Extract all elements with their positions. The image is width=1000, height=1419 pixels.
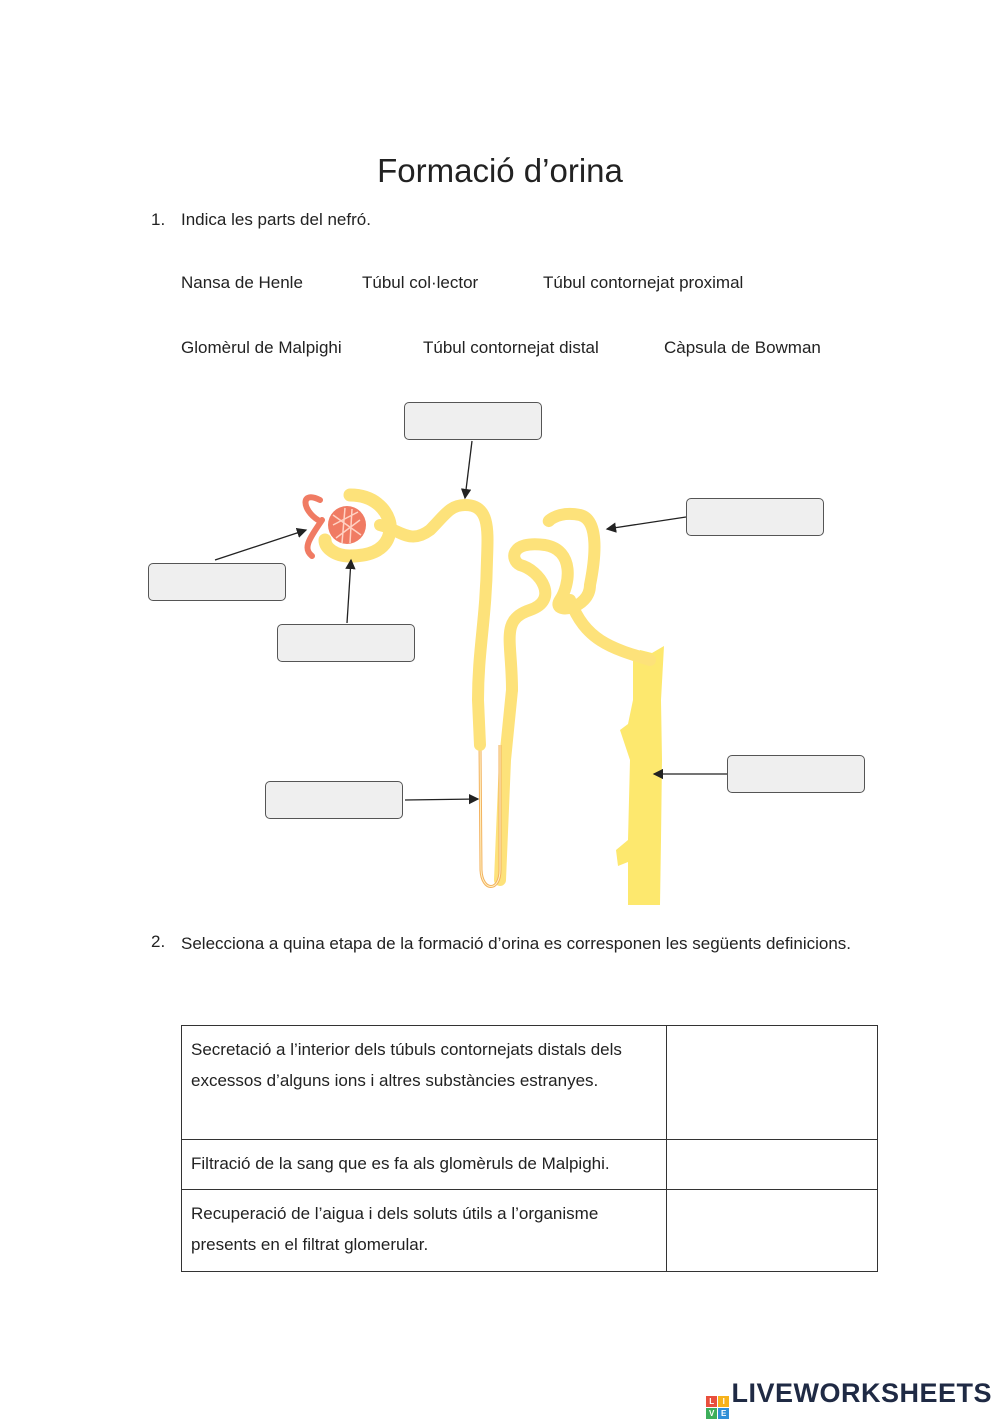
arrow-proximal <box>465 441 472 498</box>
drop-box-bowman[interactable] <box>277 624 415 662</box>
answer-cell[interactable] <box>667 1190 878 1272</box>
question-1-number: 1. <box>151 210 166 229</box>
term-tubul-distal[interactable]: Túbul contornejat distal <box>423 338 599 357</box>
page-title: Formació d’orina <box>377 152 623 189</box>
table-row <box>182 1140 878 1190</box>
definition-cell: Secretació a l’interior dels túbuls contornejats distals dels excessos d’alguns ions i altres substàncies estranyes. <box>182 1026 667 1140</box>
answer-cell[interactable] <box>667 1140 878 1190</box>
drop-box-glomerulus[interactable] <box>148 563 286 601</box>
question-1-text: Indica les parts del nefró. <box>181 210 371 229</box>
arrow-bowman <box>347 560 351 623</box>
question-2-text: Selecciona a quina etapa de la formació d’orina es corresponen les següents definicions. <box>181 934 852 953</box>
arrow-henle <box>405 799 478 800</box>
term-capsula-bowman[interactable]: Càpsula de Bowman <box>664 338 821 357</box>
distal-tubule-shape <box>510 514 595 690</box>
logo-blocks-icon: L I V E <box>706 1396 729 1419</box>
term-glomerul[interactable]: Glomèrul de Malpighi <box>181 338 342 357</box>
term-tubul-proximal[interactable]: Túbul contornejat proximal <box>543 273 744 292</box>
definition-cell: Recuperació de l’aigua i dels soluts útils a l’organisme presents en el filtrat glomerular. <box>182 1190 667 1272</box>
table-row <box>182 1026 878 1140</box>
drop-box-henle[interactable] <box>265 781 403 819</box>
table-row <box>182 1190 878 1272</box>
ascending-limb-shape <box>500 690 512 880</box>
arrow-glomerulus <box>215 530 306 560</box>
arrow-distal <box>607 517 686 529</box>
logo-text: LIVEWORKSHEETS <box>731 1378 992 1408</box>
collecting-duct-shape <box>616 646 664 905</box>
drop-box-collector[interactable] <box>727 755 865 793</box>
drop-box-distal[interactable] <box>686 498 824 536</box>
question-2-number: 2. <box>151 932 166 951</box>
term-nansa-henle[interactable]: Nansa de Henle <box>181 273 303 292</box>
definitions-table <box>181 1025 878 1272</box>
term-tubul-collector[interactable]: Túbul col·lector <box>362 273 479 292</box>
definition-cell: Filtració de la sang que es fa als glomèruls de Malpighi. <box>182 1140 667 1190</box>
drop-box-proximal[interactable] <box>404 402 542 440</box>
answer-cell[interactable] <box>667 1026 878 1140</box>
